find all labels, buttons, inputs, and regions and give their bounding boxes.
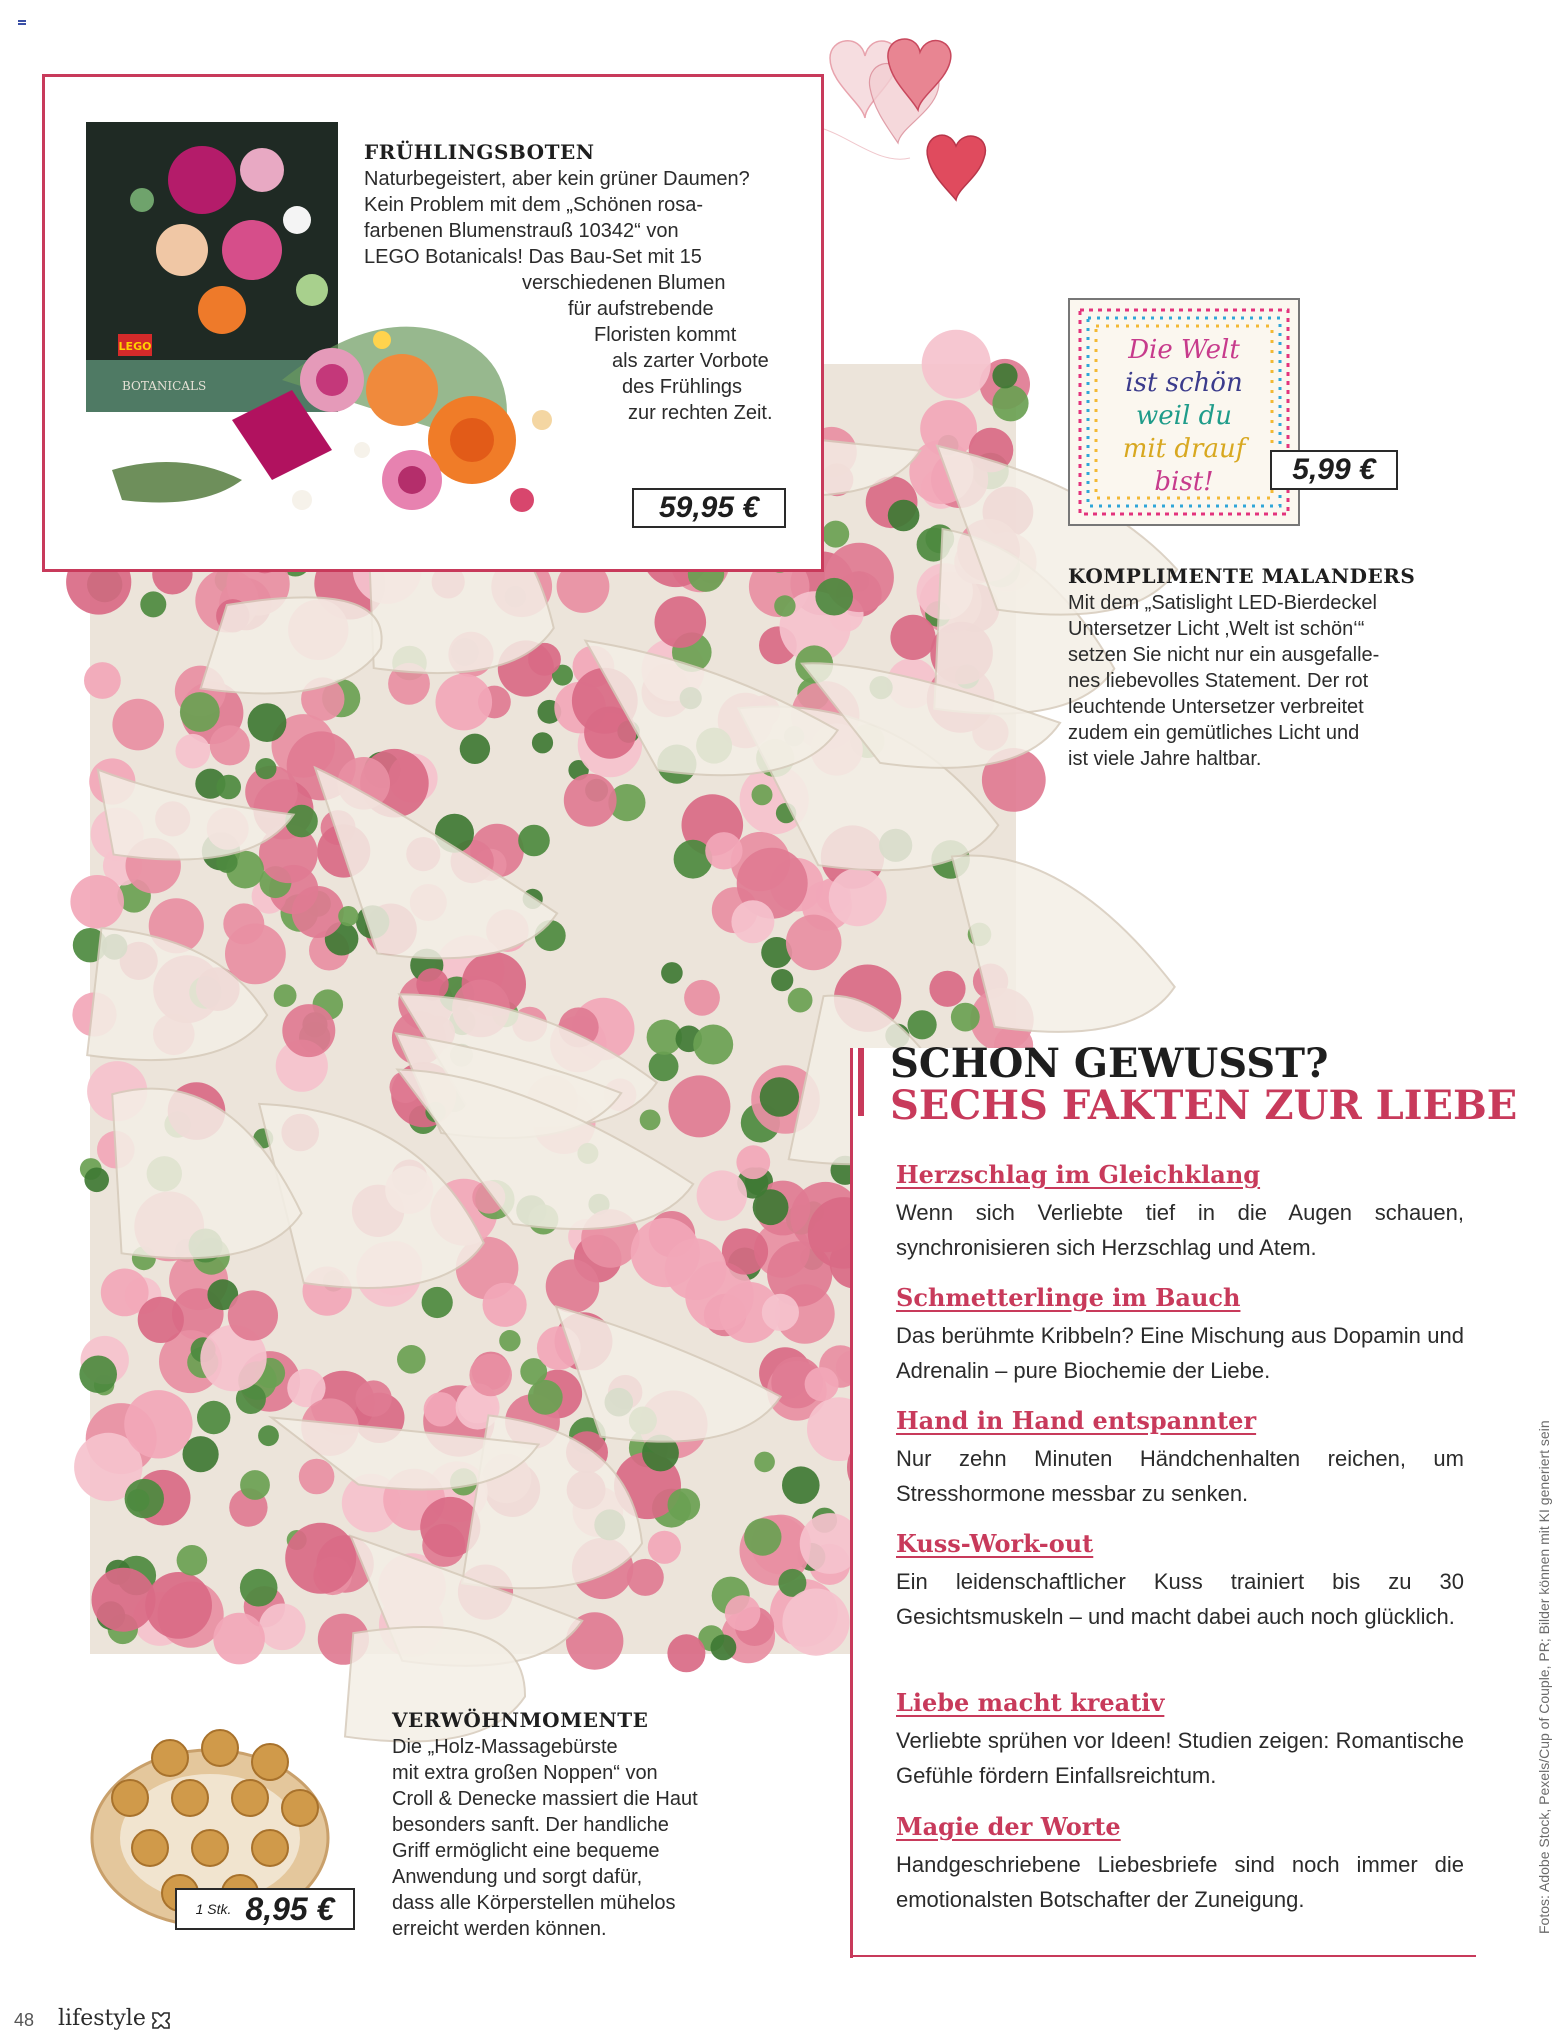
text-line: mit extra großen Noppen“ von (392, 1762, 658, 1784)
corner-mark (18, 20, 26, 26)
text-line: Naturbegeistert, aber kein grüner Daumen? (364, 168, 750, 190)
brush-price-tag (175, 1888, 355, 1930)
heart-outline-icon (150, 2010, 172, 2030)
fact-text: Das berühmte Kribbeln? Eine Mischung aus Dopamin und Adrenalin – pure Biochemie der Liebe. (896, 1323, 1464, 1383)
fact-item (896, 1160, 1464, 1265)
text-line: Mit dem „Satislight LED-Bierdeckel (1068, 592, 1377, 614)
komplimente-heading: KOMPLIMENTE MALANDERS (1068, 564, 1416, 588)
text-line: besonders sanft. Der handliche (392, 1814, 669, 1836)
coaster-line: bist! (1154, 467, 1214, 497)
text-line: setzen Sie nicht nur ein ausgefalle- (1068, 644, 1380, 666)
text-line: ist viele Jahre haltbar. (1068, 748, 1262, 770)
price-value: 8,95 € (245, 1890, 335, 1927)
text-line: für aufstrebende (568, 298, 714, 320)
fact-title: Herzschlag im Gleichklang (896, 1160, 1261, 1189)
fact-item (896, 1812, 1464, 1917)
text-line: Die „Holz-Massagebürste (392, 1736, 618, 1758)
text-line: verschiedenen Blumen (522, 272, 726, 294)
botanicals-label: BOTANICALS (122, 379, 207, 393)
fact-text: Nur zehn Minuten Händchenhalten reichen, um Stresshormone messbar zu senken. (896, 1446, 1464, 1506)
verwoehnmomente-heading: VERWÖHNMOMENTE (392, 1708, 649, 1732)
text-line: farbenen Blumenstrauß 10342“ von (364, 220, 679, 242)
text-line: Kein Problem mit dem „Schönen rosa- (364, 194, 704, 216)
facts-panel-left-border (850, 1048, 853, 1958)
fact-item (896, 1529, 1464, 1634)
heart-icon (927, 135, 985, 200)
fact-title: Schmetterlinge im Bauch (896, 1283, 1241, 1312)
verwoehnmomente-text (392, 1734, 792, 1942)
text-line: Griff ermöglicht eine bequeme (392, 1840, 660, 1862)
quantity-label: 1 Stk. (195, 1901, 232, 1917)
text-line: zudem ein gemütliches Licht und (1068, 722, 1360, 744)
fact-text: Handgeschriebene Liebesbriefe sind noch immer die emotionalsten Botschafter der Zuneigung. (896, 1852, 1464, 1912)
led-coaster-image (1068, 298, 1300, 526)
photo-credit: Fotos: Adobe Stock, Pexels/Cup of Couple, PR; Bilder können mit KI generiert sein (1536, 1420, 1552, 1934)
coaster-line: mit drauf (1122, 434, 1246, 464)
fact-title: Kuss-Work-out (896, 1529, 1094, 1558)
page-number: 48 (14, 2010, 35, 2030)
text-line: Anwendung und sorgt dafür, (392, 1866, 643, 1888)
coaster-line: weil du (1136, 401, 1232, 431)
text-line: als zarter Vorbote (612, 350, 769, 372)
text-line: Untersetzer Licht ‚Welt ist schön‘“ (1068, 618, 1365, 640)
fact-text: Ein leidenschaftlicher Kuss trainiert bis zu 30 Gesichtsmuskeln – und macht dabei auch noch glücklich. (896, 1569, 1464, 1629)
text-line: Croll & Denecke massiert die Haut (392, 1788, 698, 1810)
fact-title: Hand in Hand entspannter (896, 1406, 1257, 1435)
coaster-line: ist schön (1125, 368, 1243, 398)
text-line: Floristen kommt (594, 324, 737, 346)
fruehlingsboten-text (364, 166, 804, 426)
fact-text: Wenn sich Verliebte tief in die Augen schauen, synchronisieren sich Herzschlag und Atem. (896, 1200, 1464, 1260)
text-line: nes liebevolles Statement. Der rot (1068, 670, 1369, 692)
section-brand: lifestyle (58, 2006, 146, 2031)
coaster-line: Die Welt (1128, 335, 1240, 365)
text-line: des Frühlings (622, 376, 743, 398)
facts-title-accent (858, 1048, 864, 1116)
fruehlingsboten-heading: FRÜHLINGSBOTEN (364, 140, 595, 164)
facts-panel-bottom-border (850, 1955, 1476, 1957)
text-line: leuchtende Untersetzer verbreitet (1068, 696, 1364, 718)
facts-title: SCHON GEWUSST? (890, 1040, 1329, 1087)
lego-logo-text: LEGO (118, 340, 152, 353)
fact-item (896, 1406, 1464, 1511)
text-line: dass alle Körperstellen mühelos (392, 1892, 676, 1914)
fact-title: Liebe macht kreativ (896, 1688, 1165, 1717)
text-line: LEGO Botanicals! Das Bau-Set mit 15 (364, 246, 702, 268)
text-line: erreicht werden können. (392, 1918, 607, 1940)
fact-text: Verliebte sprühen vor Ideen! Studien zeigen: Romantische Gefühle fördern Einfallsreichtum. (896, 1728, 1464, 1788)
lego-price-tag: 59,95 € (632, 488, 786, 528)
fact-item (896, 1688, 1464, 1793)
facts-subtitle: SECHS FAKTEN ZUR LIEBE (890, 1082, 1518, 1129)
komplimente-text (1068, 590, 1468, 772)
text-line: zur rechten Zeit. (628, 402, 773, 424)
coaster-price-tag: 5,99 € (1270, 450, 1398, 490)
fact-title: Magie der Worte (896, 1812, 1121, 1841)
fact-item (896, 1283, 1464, 1388)
